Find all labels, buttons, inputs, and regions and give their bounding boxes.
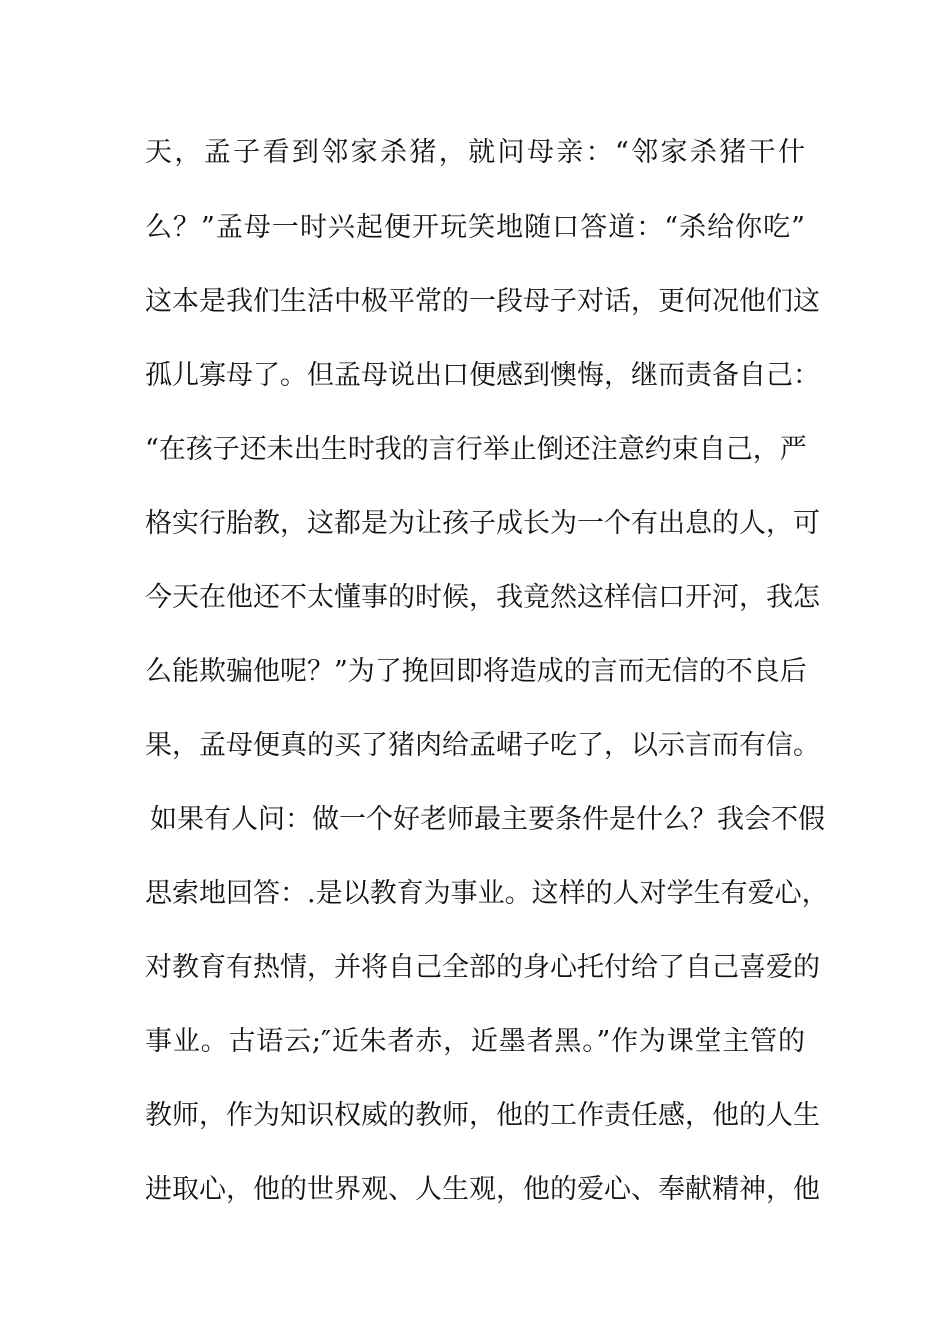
text-line-5: “在孩子还未出生时我的言行举止倒还注意约束自己，严 xyxy=(145,434,807,465)
text-line-8: 么能欺骗他呢？”为了挽回即将造成的言而无信的不良后 xyxy=(145,656,807,687)
text-line-7: 今天在他还不太懂事的时候，我竟然这样信口开河，我怎 xyxy=(145,582,820,613)
text-line-6: 格实行胎教，这都是为让孩子成长为一个有出息的人，可 xyxy=(145,508,820,539)
text-line-4: 孤儿寡母了。但孟母说出口便感到懊悔，继而责备自己： xyxy=(145,360,820,391)
text-line-10: 如果有人问：做一个好老师最主要条件是什么？我会不假 xyxy=(150,804,825,835)
text-line-11: 思索地回答：.是以教育为事业。这样的人对学生有爱心， xyxy=(145,878,829,909)
text-line-13: 事业。古语云;″近朱者赤，近墨者黑。”作为课堂主管的 xyxy=(145,1026,805,1057)
text-line-12: 对教育有热情，并将自己全部的身心托付给了自己喜爱的 xyxy=(145,952,820,983)
text-line-2: 么？”孟母一时兴起便开玩笑地随口答道：“杀给你吃” xyxy=(145,212,805,243)
text-line-14: 教师，作为知识权威的教师，他的工作责任感，他的人生 xyxy=(145,1100,820,1131)
text-line-1: 天，孟子看到邻家杀猪，就问母亲：“邻家杀猪干什 xyxy=(145,137,805,168)
text-line-9: 果，孟母便真的买了猪肉给孟峮子吃了，以示言而有信。 xyxy=(145,730,820,761)
text-line-15: 进取心，他的世界观、人生观，他的爱心、奉献精神，他 xyxy=(145,1174,820,1205)
text-line-3: 这本是我们生活中极平常的一段母子对话，更何况他们这 xyxy=(145,286,820,317)
